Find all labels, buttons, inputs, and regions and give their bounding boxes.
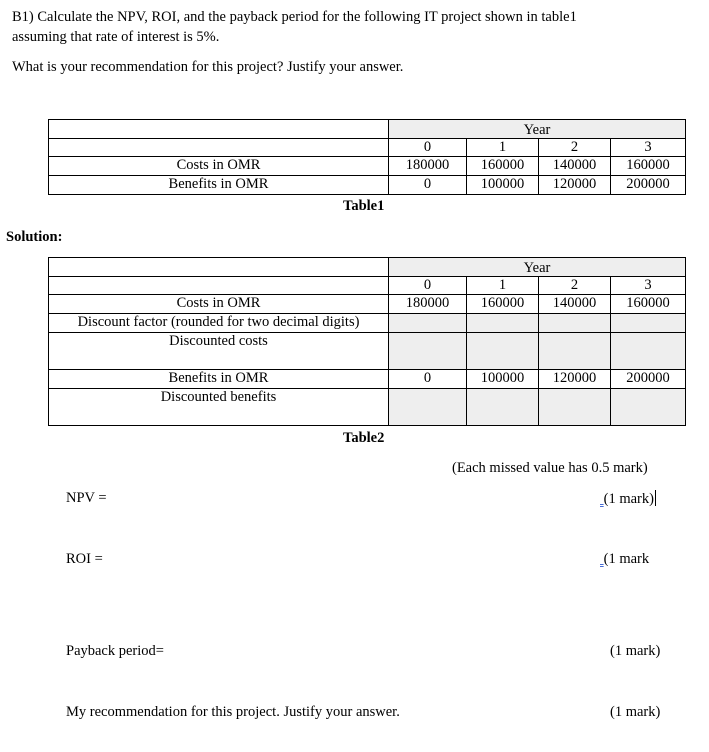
table2-discounted-benefit-0[interactable] xyxy=(389,389,467,426)
question-line-2: assuming that rate of interest is 5%. xyxy=(12,29,220,45)
table2-year-3: 3 xyxy=(611,277,686,295)
table2-discounted-benefits-label: Discounted benefits xyxy=(49,389,389,426)
table2-benefit-0: 0 xyxy=(389,370,467,389)
table1-caption: Table1 xyxy=(343,198,385,214)
table2-discounted-cost-1[interactable] xyxy=(467,333,539,370)
table1-benefit-2: 120000 xyxy=(539,176,611,195)
table2-blank-header xyxy=(49,258,389,277)
table2-discount-label: Discount factor (rounded for two decimal digits) xyxy=(49,314,389,333)
table2-discounted-benefit-2[interactable] xyxy=(539,389,611,426)
npv-mark xyxy=(600,490,656,508)
table1-year-0: 0 xyxy=(389,139,467,157)
table2-discount-0[interactable] xyxy=(389,314,467,333)
roi-label: ROI = xyxy=(66,551,103,567)
table2-cost-2: 140000 xyxy=(539,295,611,314)
table1-benefit-3: 200000 xyxy=(611,176,686,195)
table2-discounted-cost-3[interactable] xyxy=(611,333,686,370)
table1-costs-label: Costs in OMR xyxy=(49,157,389,176)
recommendation-prompt: What is your recommendation for this project? Justify your answer. xyxy=(12,59,404,75)
table2-discounted-benefit-1[interactable] xyxy=(467,389,539,426)
solution-label: Solution: xyxy=(6,229,63,245)
table2-blank-years xyxy=(49,277,389,295)
table1-year-2: 2 xyxy=(539,139,611,157)
table1-year-header: Year xyxy=(389,120,686,139)
table1-blank-years xyxy=(49,139,389,157)
table1-cost-1: 160000 xyxy=(467,157,539,176)
table2-discounted-cost-2[interactable] xyxy=(539,333,611,370)
npv-mark-text: (1 mark) xyxy=(603,491,654,507)
table1-benefits-label: Benefits in OMR xyxy=(49,176,389,195)
table1-blank-header xyxy=(49,120,389,139)
roi-mark-text: (1 mark xyxy=(603,551,650,567)
table2-discounted-costs-label: Discounted costs xyxy=(49,333,389,370)
table2-year-header: Year xyxy=(389,258,686,277)
table2-benefits-label: Benefits in OMR xyxy=(49,370,389,389)
table1-cost-0: 180000 xyxy=(389,157,467,176)
table2 xyxy=(48,257,686,426)
table2-discount-2[interactable] xyxy=(539,314,611,333)
table2-year-0: 0 xyxy=(389,277,467,295)
table2-year-1: 1 xyxy=(467,277,539,295)
missed-value-note: (Each missed value has 0.5 mark) xyxy=(452,460,648,476)
payback-mark: (1 mark) xyxy=(610,643,661,659)
table2-discount-3[interactable] xyxy=(611,314,686,333)
roi-mark xyxy=(600,551,649,568)
table1-cost-2: 140000 xyxy=(539,157,611,176)
text-cursor xyxy=(655,490,656,506)
table2-year-2: 2 xyxy=(539,277,611,295)
table1-benefit-0: 0 xyxy=(389,176,467,195)
table2-discounted-benefit-3[interactable] xyxy=(611,389,686,426)
table1-benefit-1: 100000 xyxy=(467,176,539,195)
question-line-1: B1) Calculate the NPV, ROI, and the payback period for the following IT project shown in table1 xyxy=(12,9,577,25)
table2-benefit-2: 120000 xyxy=(539,370,611,389)
table1 xyxy=(48,119,686,195)
table2-costs-label: Costs in OMR xyxy=(49,295,389,314)
table2-cost-1: 160000 xyxy=(467,295,539,314)
table1-year-3: 3 xyxy=(611,139,686,157)
table2-benefit-3: 200000 xyxy=(611,370,686,389)
table2-benefit-1: 100000 xyxy=(467,370,539,389)
table2-caption: Table2 xyxy=(343,430,385,446)
recommendation-mark: (1 mark) xyxy=(610,704,661,720)
npv-label: NPV = xyxy=(66,490,107,506)
table2-discount-1[interactable] xyxy=(467,314,539,333)
recommendation-label: My recommendation for this project. Justify your answer. xyxy=(66,704,400,720)
table2-cost-3: 160000 xyxy=(611,295,686,314)
table1-year-1: 1 xyxy=(467,139,539,157)
table2-cost-0: 180000 xyxy=(389,295,467,314)
table1-cost-3: 160000 xyxy=(611,157,686,176)
table2-discounted-cost-0[interactable] xyxy=(389,333,467,370)
payback-label: Payback period= xyxy=(66,643,164,659)
